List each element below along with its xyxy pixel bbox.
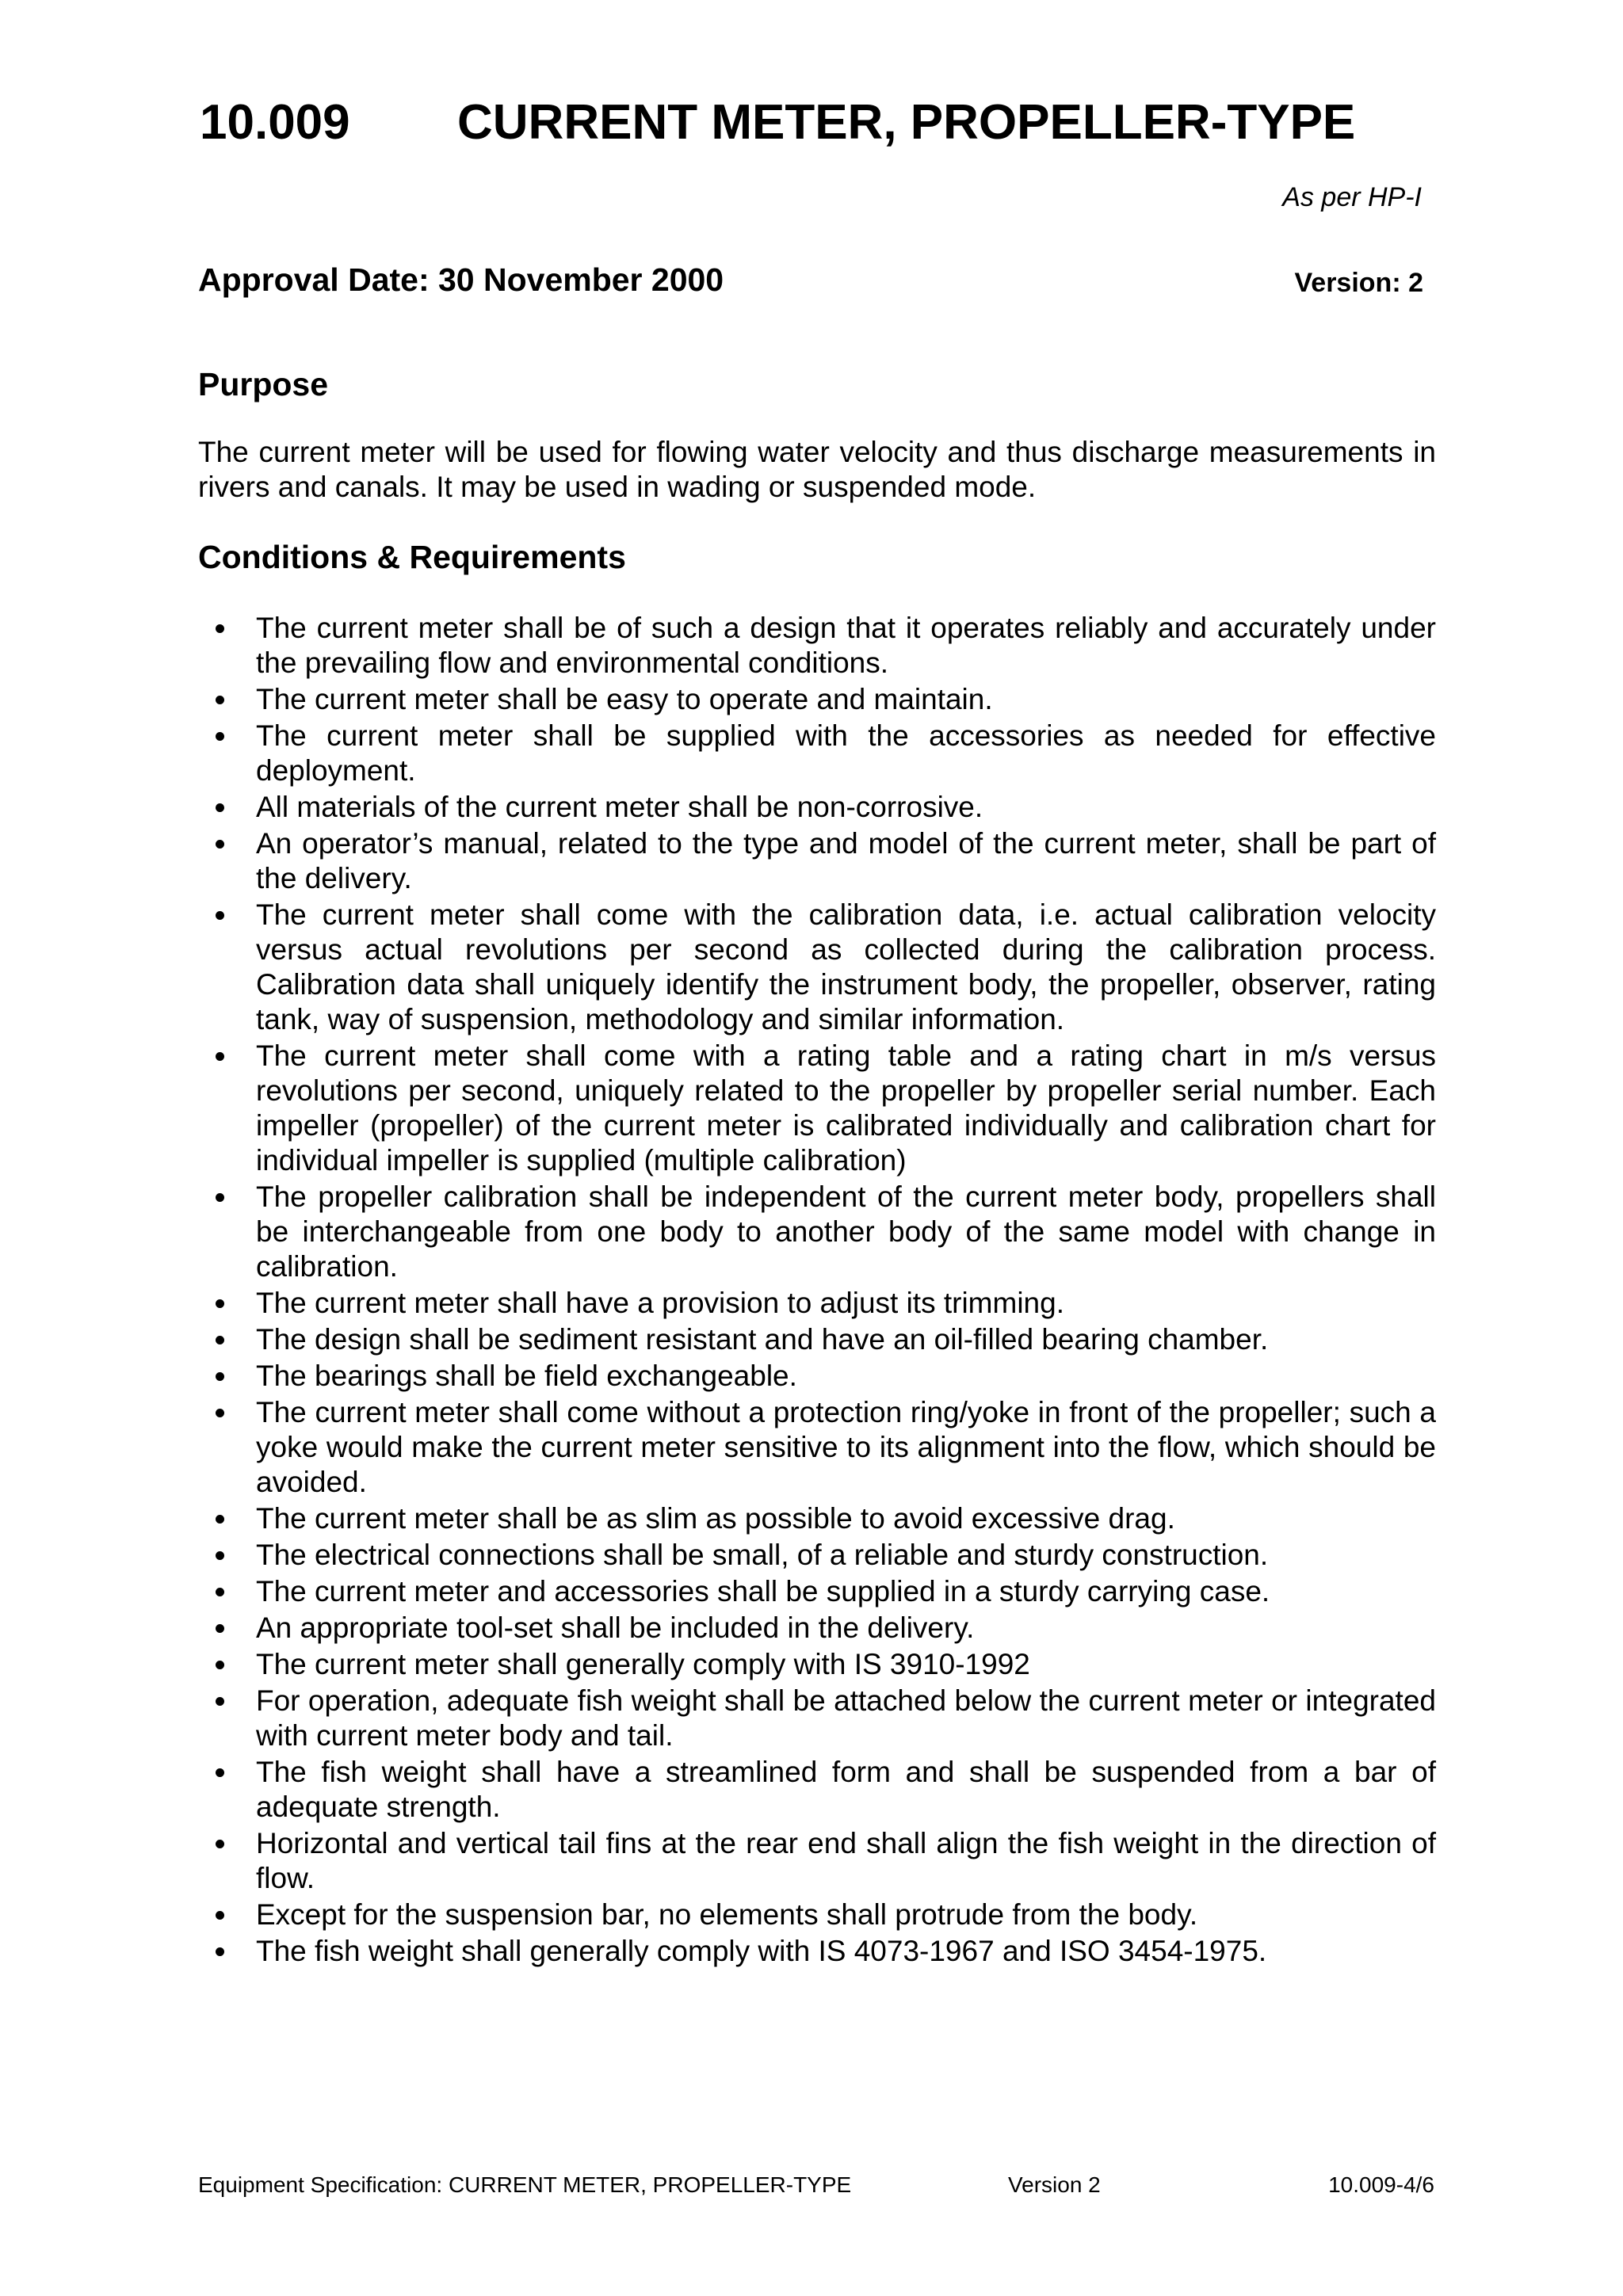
- bullet-icon: [214, 1395, 225, 1430]
- list-item-text: The fish weight shall have a streamlined form and shall be suspended from a bar of adequate strength.: [256, 1756, 1436, 1823]
- bullet-icon: [214, 1039, 225, 1074]
- spec-title: CURRENT METER, PROPELLER-TYPE: [457, 95, 1356, 150]
- list-item: [198, 1501, 1436, 1536]
- approval-date: Approval Date: 30 November 2000: [198, 261, 724, 298]
- list-item-text: The current meter shall be as slim as possible to avoid excessive drag.: [256, 1502, 1175, 1535]
- version-label: Version: 2: [1294, 268, 1423, 298]
- bullet-icon: [214, 1359, 225, 1394]
- purpose-heading: Purpose: [198, 366, 329, 402]
- bullet-icon: [214, 719, 225, 753]
- bullet-icon: [214, 611, 225, 646]
- list-item: [198, 1897, 1436, 1932]
- list-item: [198, 1647, 1436, 1682]
- list-item: [198, 1934, 1436, 1969]
- list-item-text: The electrical connections shall be small, of a reliable and sturdy construction.: [256, 1539, 1269, 1571]
- bullet-icon: [214, 1180, 225, 1215]
- list-item-text: The current meter shall be easy to operate and maintain.: [256, 683, 993, 715]
- list-item-text: The bearings shall be field exchangeable.: [256, 1360, 797, 1392]
- list-item-text: The design shall be sediment resistant and have an oil-filled bearing chamber.: [256, 1323, 1269, 1356]
- list-item-text: The current meter and accessories shall be supplied in a sturdy carrying case.: [256, 1575, 1270, 1608]
- list-item: [198, 1395, 1436, 1500]
- purpose-text: The current meter will be used for flowing water velocity and thus discharge measurements in rivers and canals. It may be used in wading or suspended mode.: [198, 436, 1436, 503]
- bullet-icon: [214, 1684, 225, 1718]
- list-item: [198, 1611, 1436, 1646]
- bullet-icon: [214, 898, 225, 933]
- bullet-icon: [214, 682, 225, 717]
- list-item: [198, 682, 1436, 717]
- list-item-text: The propeller calibration shall be independent of the current meter body, propellers shall be interchangeable from one body to another body of the same model with change in calibration.: [256, 1180, 1436, 1283]
- list-item-text: The fish weight shall generally comply with IS 4073-1967 and ISO 3454-1975.: [256, 1935, 1267, 1967]
- list-item: [198, 1826, 1436, 1896]
- list-item: [198, 1322, 1436, 1357]
- list-item-text: Horizontal and vertical tail fins at the rear end shall align the fish weight in the direction of flow.: [256, 1827, 1436, 1894]
- list-item-text: The current meter shall come with the calibration data, i.e. actual calibration velocity versus actual revolutions per second as collected during the calibration process. Calibration data shall uniquely identify the instrument body, the propeller, observer, rating tank, way of suspension, methodology and similar information.: [256, 898, 1436, 1035]
- list-item-text: The current meter shall come with a rating table and a rating chart in m/s versus revolutions per second, uniquely related to the propeller by propeller serial number. Each impeller (propeller) of the current meter is calibrated individually and calibration chart for individual impeller is supplied (multiple calibration): [256, 1039, 1436, 1177]
- list-item: [198, 1359, 1436, 1394]
- bullet-icon: [214, 1897, 225, 1932]
- bullet-icon: [214, 1538, 225, 1573]
- list-item: [198, 1039, 1436, 1178]
- footer-document-title: Equipment Specification: CURRENT METER, PROPELLER-TYPE: [198, 2172, 852, 2197]
- list-item: [198, 1684, 1436, 1753]
- footer-version: Version 2: [1008, 2172, 1101, 2197]
- list-item-text: The current meter shall have a provision to adjust its trimming.: [256, 1287, 1064, 1319]
- list-item-text: All materials of the current meter shall be non-corrosive.: [256, 791, 983, 823]
- list-item: [198, 898, 1436, 1037]
- list-item-text: For operation, adequate fish weight shall be attached below the current meter or integrated with current meter body and tail.: [256, 1684, 1436, 1752]
- bullet-icon: [214, 1647, 225, 1682]
- bullet-icon: [214, 1611, 225, 1646]
- list-item: [198, 1574, 1436, 1609]
- list-item-text: The current meter shall be supplied with the accessories as needed for effective deployment.: [256, 719, 1436, 787]
- as-per-note: As per HP-I: [1282, 182, 1422, 212]
- list-item-text: An operator’s manual, related to the type and model of the current meter, shall be part of the delivery.: [256, 827, 1436, 894]
- list-item: [198, 611, 1436, 681]
- bullet-icon: [214, 1574, 225, 1609]
- list-item: [198, 1180, 1436, 1284]
- requirements-list: [198, 611, 1436, 1970]
- bullet-icon: [214, 790, 225, 825]
- list-item-text: The current meter shall come without a protection ring/yoke in front of the propeller; such a yoke would make the current meter sensitive to its alignment into the flow, which should be avoided.: [256, 1396, 1436, 1498]
- list-item-text: The current meter shall generally comply with IS 3910-1992: [256, 1648, 1030, 1680]
- bullet-icon: [214, 1286, 225, 1321]
- bullet-icon: [214, 826, 225, 861]
- bullet-icon: [214, 1755, 225, 1790]
- bullet-icon: [214, 1934, 225, 1969]
- list-item: [198, 1755, 1436, 1825]
- list-item-text: The current meter shall be of such a design that it operates reliably and accurately under the prevailing flow and environmental conditions.: [256, 612, 1436, 679]
- list-item: [198, 826, 1436, 896]
- list-item: [198, 1286, 1436, 1321]
- page-title: [200, 93, 1355, 152]
- list-item-text: Except for the suspension bar, no elements shall protrude from the body.: [256, 1898, 1198, 1931]
- list-item: [198, 719, 1436, 788]
- bullet-icon: [214, 1501, 225, 1536]
- bullet-icon: [214, 1322, 225, 1357]
- conditions-heading: Conditions & Requirements: [198, 539, 626, 575]
- list-item: [198, 1538, 1436, 1573]
- list-item-text: An appropriate tool-set shall be included in the delivery.: [256, 1611, 975, 1644]
- footer-page-number: 10.009-4/6: [1328, 2172, 1434, 2197]
- list-item: [198, 790, 1436, 825]
- bullet-icon: [214, 1826, 225, 1861]
- spec-number: 10.009: [200, 95, 350, 150]
